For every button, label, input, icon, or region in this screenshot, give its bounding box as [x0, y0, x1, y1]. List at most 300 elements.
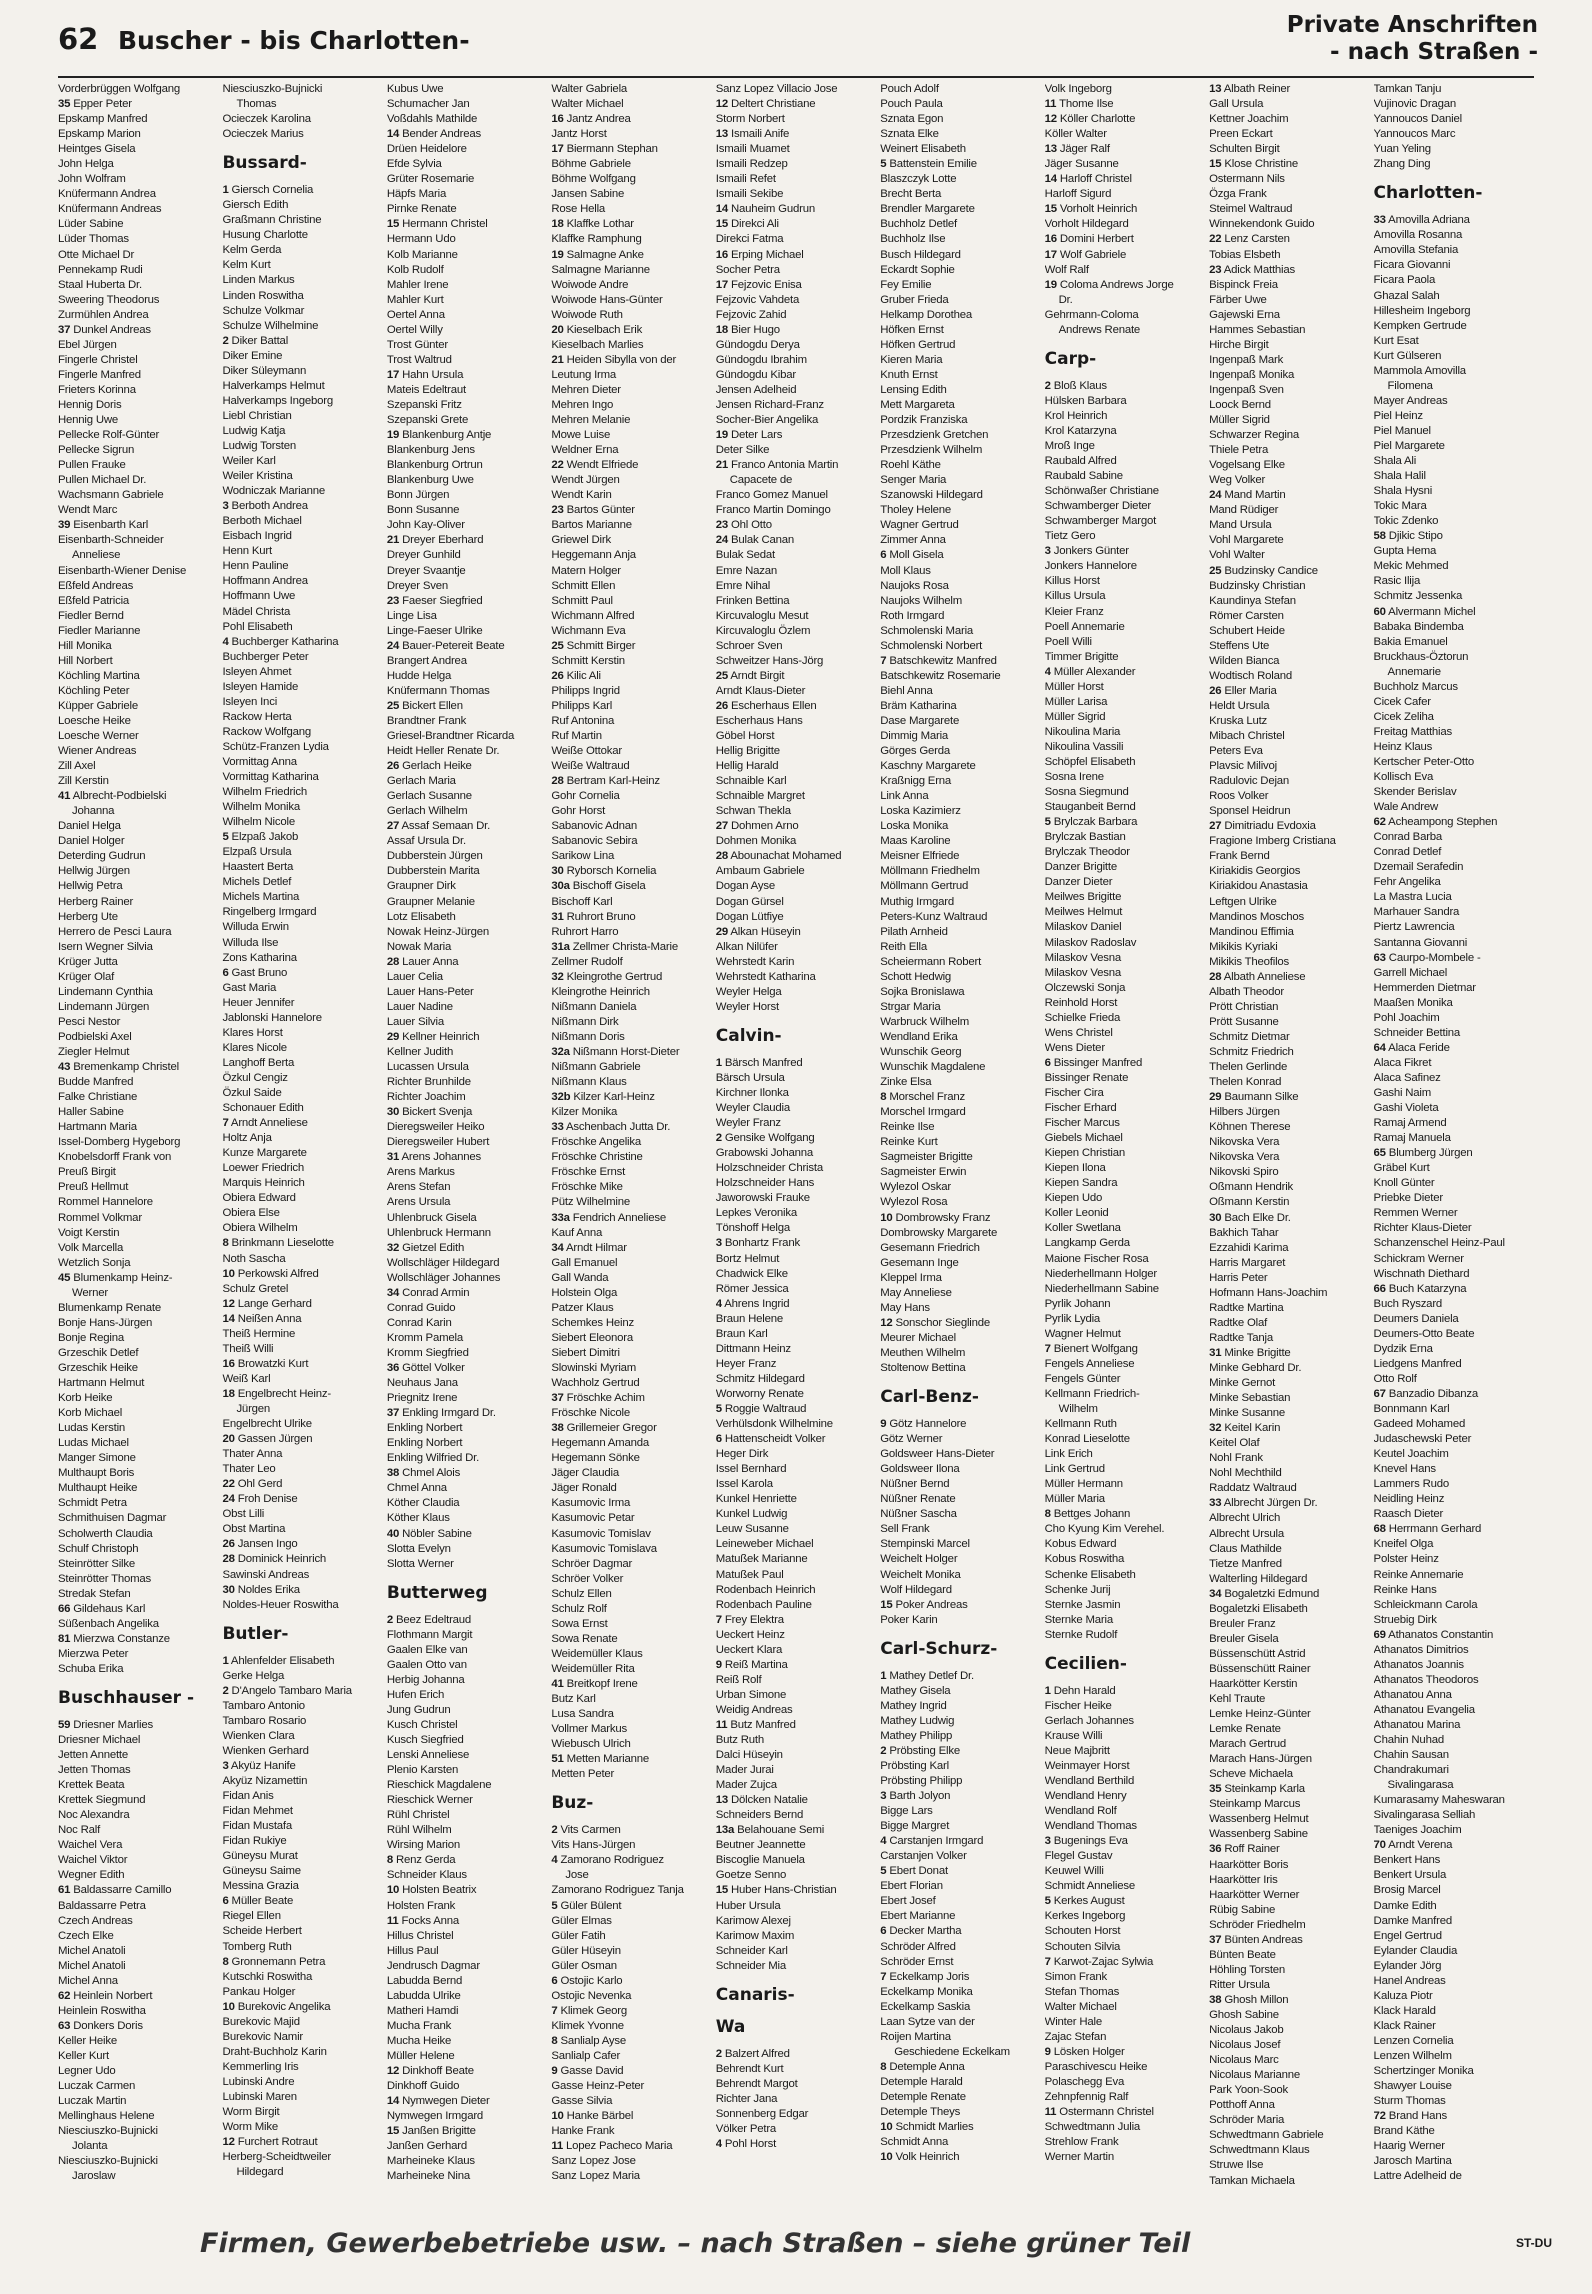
resident-name: Lauer Nadine — [386, 1000, 453, 1013]
resident-name: Nowak Heinz-Jürgen — [386, 925, 489, 938]
resident-name: Lopez Pacheco Maria — [565, 2140, 673, 2153]
house-number: 5 — [1044, 1895, 1051, 1908]
resident-name: Woiwode Andre — [551, 278, 629, 291]
list-item — [58, 2034, 214, 2049]
resident-name: Acheampong Stephen — [1388, 816, 1498, 829]
list-item — [1045, 1236, 1201, 1251]
list-item — [58, 1572, 214, 1587]
resident-name: Schertzinger Monika — [1373, 2065, 1474, 2078]
list-item — [1045, 1552, 1201, 1567]
house-number: 36 — [1209, 1843, 1222, 1856]
list-item — [551, 202, 707, 217]
resident-name: Hellwig Jürgen — [58, 865, 130, 878]
list-item — [1209, 383, 1365, 398]
resident-name: Schulten Birgit — [1209, 143, 1280, 156]
list-item — [1209, 970, 1365, 985]
list-item — [1045, 293, 1201, 308]
resident-name: Volk Marcella — [58, 1241, 124, 1254]
resident-name: Görges Gerda — [880, 745, 950, 758]
list-item — [222, 650, 378, 665]
list-item — [1209, 1075, 1365, 1090]
resident-name: Dreyer Eberhard — [402, 534, 484, 547]
resident-name: Philipps Karl — [551, 699, 613, 712]
resident-name: Grzeschik Detlef — [58, 1346, 139, 1359]
resident-name: Müller Alexander — [1053, 665, 1136, 678]
list-item — [58, 1718, 214, 1733]
resident-name: Holsten Beatrix — [402, 1884, 477, 1897]
house-number: 41 — [551, 1677, 564, 1690]
resident-name: Ringelberg Irmgard — [222, 906, 317, 919]
list-item — [716, 353, 872, 368]
resident-name: Küpper Gabriele — [58, 699, 138, 712]
resident-name: Naujoks Rosa — [880, 579, 949, 592]
resident-name: Bulak Canan — [731, 534, 795, 547]
resident-name: Noldes Erika — [237, 1583, 300, 1596]
list-item — [58, 353, 214, 368]
resident-name: Bakhich Tahar — [1209, 1226, 1279, 1239]
resident-name: Nikoulina Maria — [1044, 725, 1121, 738]
house-number: 27 — [715, 820, 729, 833]
list-item — [1209, 1752, 1365, 1767]
resident-name: Bogaletzki Edmund — [1224, 1587, 1320, 1600]
resident-name: Haller Sabine — [58, 1106, 124, 1119]
list-item — [1209, 458, 1365, 473]
resident-name: Pouch Paula — [880, 98, 943, 111]
list-item — [880, 925, 1036, 940]
resident-name: Wendt Jürgen — [551, 474, 620, 487]
list-item — [880, 789, 1036, 804]
list-item — [1045, 157, 1201, 172]
resident-name: Schubert Heide — [1209, 624, 1285, 637]
resident-name: Lemke Renate — [1209, 1723, 1281, 1736]
resident-name: Lattre Adelheid de — [1373, 2170, 1462, 2183]
list-item — [880, 368, 1036, 383]
resident-name: Warbruck Wilhelm — [880, 1015, 969, 1028]
list-item — [222, 1568, 378, 1583]
list-item — [1374, 2034, 1530, 2049]
list-item — [1374, 951, 1530, 966]
list-item — [1045, 263, 1201, 278]
resident-name: Gerlach Heike — [402, 760, 472, 773]
resident-name: Bugenings Eva — [1053, 1835, 1128, 1848]
list-item — [1209, 1888, 1365, 1903]
list-item — [1209, 473, 1365, 488]
list-item — [387, 1466, 543, 1481]
list-item — [58, 1838, 214, 1853]
list-item — [716, 2062, 872, 2077]
list-item — [551, 1707, 707, 1722]
list-item — [551, 368, 707, 383]
resident-name: Vohl Margarete — [1209, 534, 1284, 547]
list-item — [1374, 1342, 1530, 1357]
house-number: 58 — [1373, 530, 1386, 543]
list-item — [1374, 2169, 1530, 2184]
resident-name: Shala Halil — [1373, 470, 1426, 483]
resident-name: Jendrusch Dagmar — [386, 1959, 480, 1972]
list-item — [716, 1583, 872, 1598]
list-item — [58, 1331, 214, 1346]
resident-name: Kumarasamy Maheswaran — [1373, 1794, 1505, 1807]
list-item — [58, 1959, 214, 1974]
resident-name: Reith Ella — [880, 940, 927, 953]
resident-name: Koller Swetlana — [1044, 1222, 1121, 1235]
resident-name: Deltert Christiane — [731, 98, 816, 111]
resident-name: Theiß Willi — [222, 1342, 274, 1355]
list-item — [880, 1015, 1036, 1030]
list-item — [880, 654, 1036, 669]
house-number: 6 — [880, 549, 887, 562]
resident-name: Krettek Siegmund — [58, 1794, 146, 1807]
list-item — [1374, 228, 1530, 243]
resident-name: Jolanta — [72, 2140, 108, 2153]
list-item — [1209, 579, 1365, 594]
resident-name: Ficara Giovanni — [1373, 259, 1451, 272]
resident-name: Dunkel Andreas — [73, 323, 151, 336]
directory-column — [551, 82, 707, 2212]
resident-name: Trost Waltrud — [386, 353, 452, 366]
list-item — [387, 1120, 543, 1135]
resident-name: Scholwerth Claudia — [58, 1527, 153, 1540]
list-item — [387, 1808, 543, 1823]
list-item — [222, 951, 378, 966]
resident-name: Jantz Andrea — [566, 113, 631, 126]
resident-name: Dittmann Heinz — [715, 1342, 791, 1355]
list-item — [222, 1598, 378, 1613]
list-item — [716, 699, 872, 714]
list-item — [222, 454, 378, 469]
house-number: 10 — [222, 1267, 235, 1280]
list-item — [1374, 112, 1530, 127]
house-number: 7 — [551, 2004, 558, 2017]
resident-name: Pilath Arnheid — [880, 925, 948, 938]
list-item — [551, 1316, 707, 1331]
list-item — [222, 1849, 378, 1864]
house-number: 5 — [222, 831, 229, 844]
list-item — [222, 755, 378, 770]
list-item — [1209, 1090, 1365, 1105]
house-number: 12 — [222, 2136, 235, 2149]
resident-name: Schneider Mia — [715, 1959, 786, 1972]
list-item — [1374, 605, 1530, 620]
list-item — [1374, 680, 1530, 695]
list-item — [1045, 845, 1201, 860]
list-item — [551, 879, 707, 894]
list-item — [1209, 759, 1365, 774]
list-item — [716, 97, 872, 112]
list-item — [58, 1527, 214, 1542]
resident-name: Raddatz Waltraud — [1209, 1482, 1297, 1495]
list-item — [551, 804, 707, 819]
resident-name: Dombrowsky Franz — [895, 1211, 991, 1224]
list-item — [1374, 1688, 1530, 1703]
resident-name: Sturm Thomas — [1373, 2095, 1446, 2108]
resident-name: Nohl Frank — [1209, 1452, 1263, 1465]
list-item — [387, 248, 543, 263]
list-item — [880, 1819, 1036, 1834]
resident-name: Luczak Carmen — [58, 2080, 136, 2093]
resident-name: Renz Gerda — [395, 1854, 456, 1867]
resident-name: Ramaj Manuela — [1373, 1132, 1451, 1145]
resident-name: Barth Jolyon — [889, 1790, 951, 1803]
list-item — [387, 157, 543, 172]
list-item — [58, 368, 214, 383]
resident-name: Blumenkamp Renate — [58, 1301, 161, 1314]
list-item — [1374, 1267, 1530, 1282]
resident-name: Zajac Stefan — [1044, 2030, 1107, 2043]
list-item — [551, 910, 707, 925]
resident-name: Konrad Lieselotte — [1044, 1433, 1130, 1446]
resident-name: Meuthen Wilhelm — [880, 1346, 966, 1359]
house-number: 28 — [386, 955, 400, 968]
resident-name: Fröschke Christine — [551, 1151, 643, 1164]
list-item — [222, 2030, 378, 2045]
resident-name: Scheve Michaela — [1209, 1768, 1293, 1781]
list-item — [1209, 2128, 1365, 2143]
resident-name: Chadwick Elke — [715, 1267, 788, 1280]
list-item — [1209, 172, 1365, 187]
resident-name: Ismaili Redzep — [715, 158, 788, 171]
resident-name: Schröder Maria — [1209, 2114, 1285, 2127]
list-item — [387, 2049, 543, 2064]
resident-name: Messina Grazia — [222, 1880, 299, 1893]
list-item — [716, 970, 872, 985]
resident-name: Weinmayer Horst — [1044, 1759, 1130, 1772]
resident-name: Roff Rainer — [1224, 1843, 1280, 1856]
list-item — [1209, 1030, 1365, 1045]
resident-name: Dubberstein Jürgen — [386, 850, 483, 863]
resident-name: Gerlach Johannes — [1044, 1714, 1134, 1727]
resident-name: Özkul Saide — [222, 1087, 282, 1099]
resident-name: Lenzen Cornelia — [1373, 2034, 1454, 2047]
resident-name: Kellner Heinrich — [402, 1030, 480, 1043]
house-number: 31 — [386, 1151, 400, 1164]
list-item — [551, 413, 707, 428]
resident-name: Pouch Adolf — [880, 83, 939, 95]
list-item — [716, 1673, 872, 1688]
list-item — [716, 1959, 872, 1974]
list-item — [387, 503, 543, 518]
resident-name: Berboth Michael — [222, 515, 302, 528]
list-item — [551, 398, 707, 413]
list-item — [1374, 1628, 1530, 1643]
list-item — [58, 925, 214, 940]
resident-name: Deter Silke — [715, 444, 770, 457]
list-item — [1045, 1206, 1201, 1221]
resident-name: Piel Manuel — [1373, 424, 1431, 437]
list-item — [1045, 1909, 1201, 1924]
resident-name: Sanz Lopez Villacio Jose — [715, 83, 838, 95]
resident-name: Gerlach Maria — [386, 775, 456, 788]
list-item — [551, 323, 707, 338]
list-item — [1374, 127, 1530, 142]
resident-name: Epskamp Marion — [58, 128, 141, 141]
list-item — [1374, 2079, 1530, 2094]
list-item — [58, 1989, 214, 2004]
list-item — [1045, 1924, 1201, 1939]
resident-name: Przesdzienk Wilhelm — [880, 444, 983, 457]
resident-name: Ingenpaß Mark — [1209, 353, 1284, 366]
list-item — [58, 1733, 214, 1748]
resident-name: Gall Emanuel — [551, 1256, 618, 1269]
list-item — [1209, 2068, 1365, 2083]
resident-name: Eckelkamp Saskia — [880, 2000, 971, 2013]
list-item — [880, 1613, 1036, 1628]
resident-name: Michel Anatoli — [58, 1944, 126, 1957]
resident-name: Fendrich Anneliese — [572, 1211, 666, 1224]
resident-name: Gupta Hema — [1373, 545, 1437, 558]
list-item — [58, 473, 214, 488]
resident-name: Richter Jana — [715, 2092, 778, 2105]
resident-name: Nißmann Dirk — [551, 1015, 619, 1028]
list-item — [716, 473, 872, 488]
list-item — [1209, 1120, 1365, 1135]
list-item — [387, 2154, 543, 2169]
house-number: 63 — [1373, 951, 1386, 964]
resident-name: Furchert Rotraut — [237, 2136, 318, 2149]
resident-name: Roth Irmgard — [880, 609, 945, 622]
resident-name: Paraschivescu Heike — [1044, 2060, 1148, 2073]
list-item — [551, 1511, 707, 1526]
resident-name: Athanatou Evangelia — [1373, 1703, 1475, 1716]
resident-name: Dohmen Arno — [731, 820, 799, 833]
resident-name: Killus Horst — [1044, 575, 1100, 588]
resident-name: Hufen Erich — [386, 1688, 445, 1701]
resident-name: Loewer Friedrich — [222, 1162, 305, 1175]
resident-name: Zamorano Rodriguez Tanja — [551, 1884, 684, 1897]
resident-name: Detemple Anna — [889, 2060, 965, 2073]
directory-column — [1374, 82, 1530, 2212]
resident-name: Scheiermann Robert — [880, 955, 982, 968]
resident-name: Gasse Silvia — [551, 2095, 613, 2108]
list-item — [58, 1602, 214, 1617]
resident-name: Santanna Giovanni — [1373, 936, 1468, 949]
list-item — [387, 1763, 543, 1778]
list-item — [1209, 1647, 1365, 1662]
house-number: 28 — [551, 775, 564, 788]
resident-name: Berboth Andrea — [231, 500, 308, 513]
list-item — [551, 579, 707, 594]
list-item — [1045, 127, 1201, 142]
resident-name: Wischnath Diethard — [1373, 1267, 1470, 1280]
resident-name: Hennig Doris — [58, 398, 122, 411]
resident-name: Sonnenberg Edgar — [715, 2107, 809, 2120]
resident-name: Tönshoff Helga — [715, 1222, 791, 1235]
list-item — [880, 684, 1036, 699]
resident-name: Mathey Philipp — [880, 1729, 953, 1742]
resident-name: Gast Bruno — [231, 966, 288, 979]
list-item — [1045, 394, 1201, 409]
section-title-line1: Private Anschriften — [1286, 12, 1538, 38]
resident-name: Taeniges Joachim — [1373, 1824, 1462, 1837]
list-item — [1374, 1387, 1530, 1402]
list-item — [58, 1542, 214, 1557]
list-item — [387, 639, 543, 654]
list-item — [58, 503, 214, 518]
resident-name: Bräm Katharina — [880, 699, 957, 712]
resident-name: Akyüz Hanife — [230, 1759, 296, 1772]
resident-name: Matern Holger — [551, 564, 621, 577]
resident-name: Jäger Susanne — [1044, 158, 1119, 171]
resident-name: Harris Margaret — [1209, 1256, 1286, 1269]
list-item — [1045, 469, 1201, 484]
house-number: 8 — [222, 1955, 229, 1968]
resident-name: Wilhelm — [1058, 1402, 1098, 1415]
resident-name: Theiß Hermine — [222, 1327, 296, 1340]
resident-name: Winter Hale — [1044, 2015, 1102, 2028]
resident-name: Kutschki Roswitha — [222, 1970, 313, 1983]
house-number: 2 — [880, 1744, 887, 1757]
list-item — [222, 439, 378, 454]
list-item — [1374, 1838, 1530, 1853]
list-item — [58, 202, 214, 217]
resident-name: Peters-Kunz Waltraud — [880, 910, 988, 923]
resident-name: Poell Annemarie — [1044, 620, 1125, 633]
list-item — [222, 1221, 378, 1236]
resident-name: Schnaible Margret — [715, 790, 805, 803]
list-item — [1374, 1552, 1530, 1567]
list-item — [387, 1481, 543, 1496]
house-number: 10 — [880, 2121, 893, 2134]
resident-name: Obiera Wilhelm — [222, 1222, 298, 1235]
resident-name: Bischoff Karl — [551, 895, 613, 908]
resident-name: Volk Ingeborg — [1044, 83, 1112, 95]
resident-name: Krol Katarzyna — [1044, 424, 1117, 437]
resident-name: Vits Hans-Jürgen — [551, 1839, 636, 1852]
resident-name: Issel Karola — [715, 1478, 773, 1491]
resident-name: Fengels Anneliese — [1044, 1357, 1135, 1370]
list-item — [222, 2000, 378, 2015]
resident-name: Issel-Domberg Hygeborg — [58, 1136, 181, 1149]
list-item — [716, 579, 872, 594]
resident-name: Otto Rolf — [1373, 1372, 1417, 1385]
list-item — [1209, 112, 1365, 127]
list-item — [880, 383, 1036, 398]
resident-name: Caurpo-Mombele - — [1388, 951, 1481, 964]
list-item — [716, 864, 872, 879]
resident-name: Rieschick Magdalene — [386, 1779, 492, 1792]
list-item — [387, 518, 543, 533]
list-item — [1045, 1387, 1201, 1402]
list-item — [222, 1462, 378, 1477]
house-number: 25 — [551, 639, 564, 652]
resident-name: Wirsing Marion — [386, 1839, 461, 1852]
resident-name: Höfken Gertrud — [880, 338, 956, 351]
directory-column — [387, 82, 543, 2212]
resident-name: Athanatos Constantin — [1388, 1628, 1494, 1641]
list-item — [551, 849, 707, 864]
list-item — [58, 142, 214, 157]
list-item — [222, 860, 378, 875]
list-item — [387, 579, 543, 594]
list-item — [58, 1914, 214, 1929]
resident-name: Kilzer Karl-Heinz — [573, 1091, 655, 1104]
list-item — [880, 2030, 1036, 2045]
list-item — [551, 1075, 707, 1090]
house-number: 16 — [222, 1357, 235, 1370]
resident-name: Abounachat Mohamed — [730, 850, 842, 863]
list-item — [222, 1146, 378, 1161]
list-item — [551, 2049, 707, 2064]
list-item — [716, 533, 872, 548]
resident-name: Lange Gerhard — [237, 1297, 312, 1310]
resident-name: Raasch Dieter — [1373, 1508, 1444, 1521]
resident-name: Albath Reiner — [1223, 83, 1291, 95]
list-item — [880, 488, 1036, 503]
list-item — [716, 1522, 872, 1537]
resident-name: Ostojic Karlo — [560, 1974, 623, 1987]
list-item — [222, 966, 378, 981]
list-item — [551, 1466, 707, 1481]
